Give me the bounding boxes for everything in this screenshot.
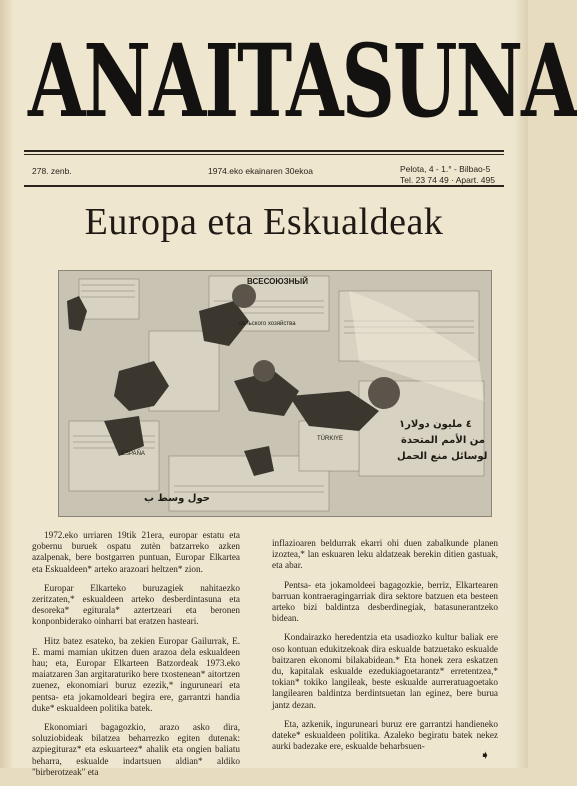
masthead-rule-thin: [24, 154, 504, 155]
continue-arrow-icon: ➧: [480, 748, 491, 762]
issue-number: 278. zenb.: [32, 166, 72, 176]
collage-text-arabic-3: لوسائل منع الحمل: [397, 451, 488, 462]
masthead-rule-top: [24, 150, 504, 152]
masthead-title: ANAITASUNA: [28, 23, 577, 141]
issue-date: 1974.eko ekainaren 30ekoa: [208, 166, 313, 176]
collage-map-art: [59, 271, 491, 516]
paragraph: Pentsa- eta jokamoldeei bagagozkie, berriz, Elkartearen barruan kontraeragingarriak dira sektore batzuen eta besteen arteko bizi baldintza desberdinegiak, batasunerantzeko bidean.: [272, 579, 498, 624]
paragraph: Ekonomiari bagagozkio, arazo asko dira, soluziobideak bilatzea beharrezko egiten dutenak: azpiegituraz* eta eskuarteez* ahalik eta ongien baliatu beharra, eskualde indartsuen aldian* aldiko "birberotzeak" eta: [32, 722, 240, 777]
paragraph: Europar Elkarteko buruzagiek nahitaezko zeritzaten,* eskualdeen arteko desberdintasuna eta desoreka* egiturala* aztertzeari eta beronen konponbiderako oinharri bat eratzen hasteari.: [32, 582, 240, 627]
publisher-address: Pelota, 4 - 1.° - Bilbao-5: [400, 164, 491, 174]
header-rule-bottom: [24, 185, 504, 187]
article-right-column: [272, 538, 498, 760]
europe-map-collage-photo: [58, 270, 492, 517]
article-headline: Europa eta Eskualdeak: [84, 201, 444, 243]
collage-text-russian: ВСЕСОЮЗНЫЙ: [247, 277, 309, 286]
paragraph: Kondairazko heredentzia eta usadiozko kultur baliak ere oso kontuan edukitzekoak dira eskualde batzuetako eskualde baitzaren ekonomi bilakabidean.* Eta honek zera eskatzen du, kapitalak eskualde ezedukiagoetarantz* erretentzea,* tokian* tokiko langileak, beste eskualde aurreratuagoetako langilearen baldintza berdintsuetan lan eginez, bere burua jantz dezan.: [272, 632, 498, 710]
paragraph: 1972.eko urriaren 19tik 21era, europar estatu eta gobernu buruek ospatu zutèn batzarreko azken azalpenak, bere bostgarren puntuan, Europar Elkartea eta Eskualdeen* arteko arazoari heltzen* zion.: [32, 530, 240, 574]
article-left-column: [32, 530, 240, 786]
collage-text-arabic-4: حول وسط ب: [144, 493, 210, 504]
collage-text-russian-2: сельского хозяйства: [239, 321, 296, 327]
paragraph: inflazioaren beldurrak ekarri ohi duen zabalkunde planen izoztea,* lan eskuaren leku aldatzeak berekin ditien gastuak, eta abar.: [272, 538, 498, 571]
collage-text-arabic-1: ۱٤ مليون دولار: [399, 419, 472, 430]
collage-text-arabic-2: من الأمم المتحدة: [401, 435, 485, 446]
collage-text-turkey: TÜRKIYE: [317, 436, 344, 442]
publisher-phone: Tel. 23 74 49 · Apart. 495: [400, 175, 495, 185]
collage-text-spain: ESPAÑA: [121, 451, 145, 457]
paragraph: Eta, azkenik, inguruneari buruz ere garrantzi handieneko dateke* eskualdeen politika. Azaleko begiratu batek nekez aurki badezake ere, eskualde beharbsuen-: [272, 718, 498, 752]
paragraph: Hitz batez esateko, ba zekien Europar Gailurrak, E. E. mami mamian ukitzen duen arazoa dela eskualdeen hau; eta, Europar Elkarteen Batzordeak 1973.eko maiatzaren 3an argitaraturiko bere txostenean* aitortzen zuenez, ekonomiari buruz ezezik,* ingurunearí eta pentsa- eta jokamoldeari begira ere, garrantzi handia duke* eskualdeen politika batek.: [32, 635, 240, 713]
